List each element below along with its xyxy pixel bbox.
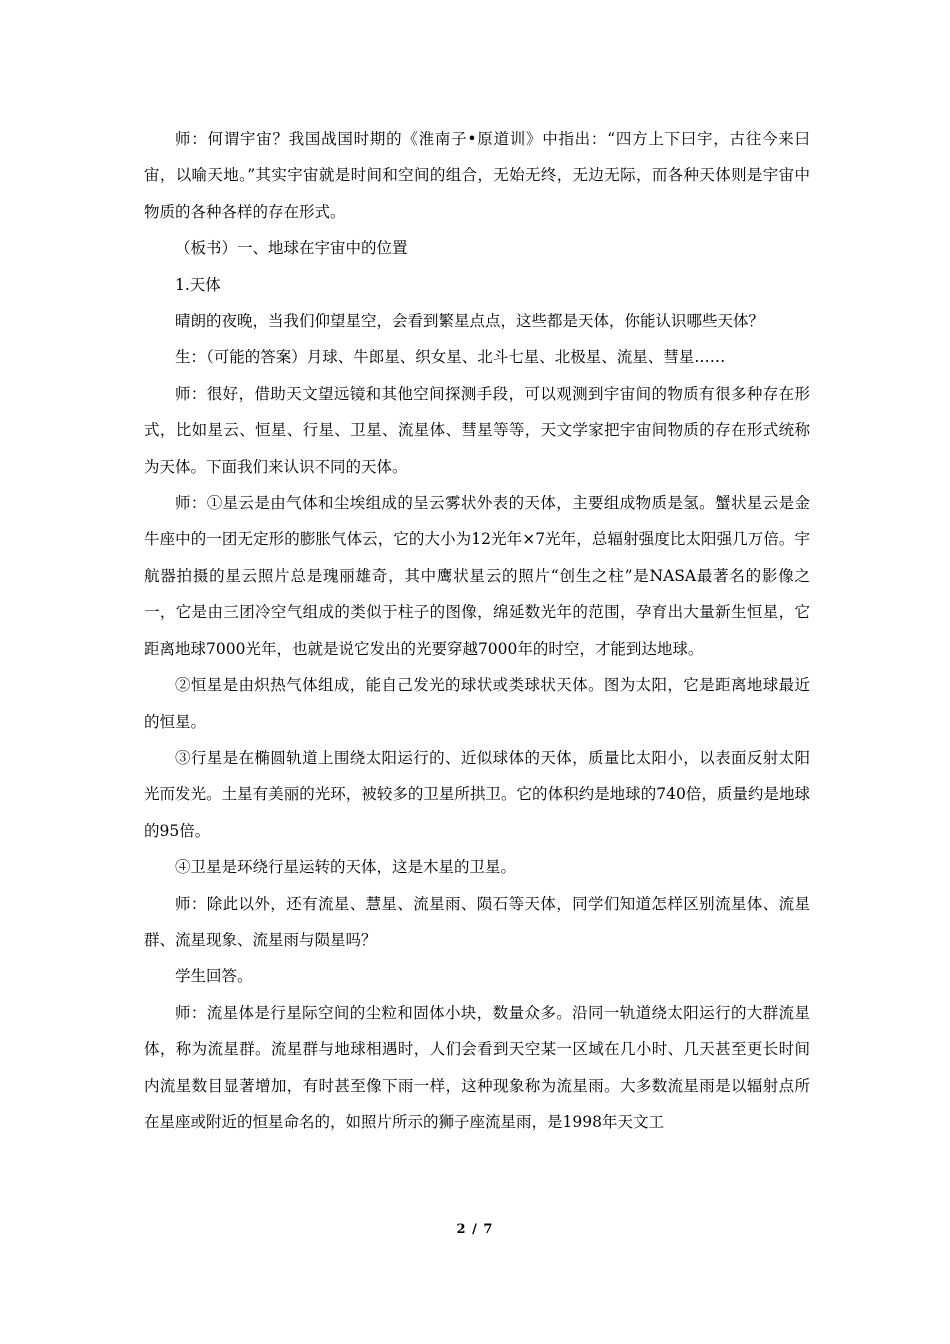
paragraph-section-celestial-bodies: 1.天体 [175,275,221,294]
paragraph-nebula: 师：①星云是由气体和尘埃组成的呈云雾状外表的天体，主要组成物质是氢。蟹状星云是金牛座中的一团无定形的膨胀气体云，它的大小为12光年×7光年，总辐射强度比太阳强几万倍。宇航器拍摄的星云照片总是瑰丽雄奇，其中鹰状星云的照片“创生之柱”是NASA最著名的影像之一，它是由三团冷空气组成的类似于柱子的图像，绵延数光年的范围，孕育出大量新生恒星，它距离地球7000光年，也就是说它发出的光要穿越7000年的时空，才能到达地球。 [144,494,810,658]
paragraph-planet: ③行星是在椭圆轨道上围绕太阳运行的、近似球体的天体，质量比太阳小，以表面反射太阳光而发光。土星有美丽的光环，被较多的卫星所拱卫。它的体积约是地球的740倍，质量约是地球的95倍。 [144,748,810,840]
paragraph-celestial-definition: 师：很好，借助天文望远镜和其他空间探测手段，可以观测到宇宙间的物质有很多种存在形式，比如星云、恒星、行星、卫星、流星体、彗星等等，天文学家把宇宙间物质的存在形式统称为天体。下面我们来认识不同的天体。 [144,384,810,476]
paragraph-star: ②恒星是由炽热气体组成，能自己发光的球状或类球状天体。图为太阳，它是距离地球最近的恒星。 [144,676,810,731]
paragraph-student-response: 学生回答。 [175,967,253,986]
paragraph-student-answer: 生：（可能的答案）月球、牛郎星、织女星、北斗七星、北极星、流星、彗星…… [175,348,726,367]
document-body [144,121,810,1140]
paragraph-meteor-explanation: 师：流星体是行星际空间的尘粒和固体小块，数量众多。沿同一轨道绕太阳运行的大群流星体，称为流星群。流星群与地球相遇时，人们会看到天空某一区域在几小时、几天甚至更长时间内流星数目显著增加，有时甚至像下雨一样，这种现象称为流星雨。大多数流星雨是以辐射点所在星座或附近的恒星命名的，如照片所示的狮子座流星雨，是1998年天文工 [144,1003,810,1131]
page-number: 2 / 7 [456,1222,494,1237]
paragraph-satellite: ④卫星是环绕行星运转的天体，这是木星的卫星。 [175,858,517,877]
paragraph-board-heading: （板书）一、地球在宇宙中的位置 [175,239,408,258]
paragraph-meteor-question: 师：除此以外，还有流星、慧星、流星雨、陨石等天体，同学们知道怎样区别流星体、流星群、流星现象、流星雨与陨星吗？ [144,894,810,949]
paragraph-intro-universe: 师：何谓宇宙？我国战国时期的《淮南子•原道训》中指出：“四方上下曰宇，古往今来曰宙，以喻天地。”其实宇宙就是时间和空间的组合，无始无终，无边无际，而各种天体则是宇宙中物质的各种各样的存在形式。 [144,130,810,221]
paragraph-night-sky-question: 晴朗的夜晚，当我们仰望星空，会看到繁星点点，这些都是天体，你能认识哪些天体？ [175,312,765,331]
